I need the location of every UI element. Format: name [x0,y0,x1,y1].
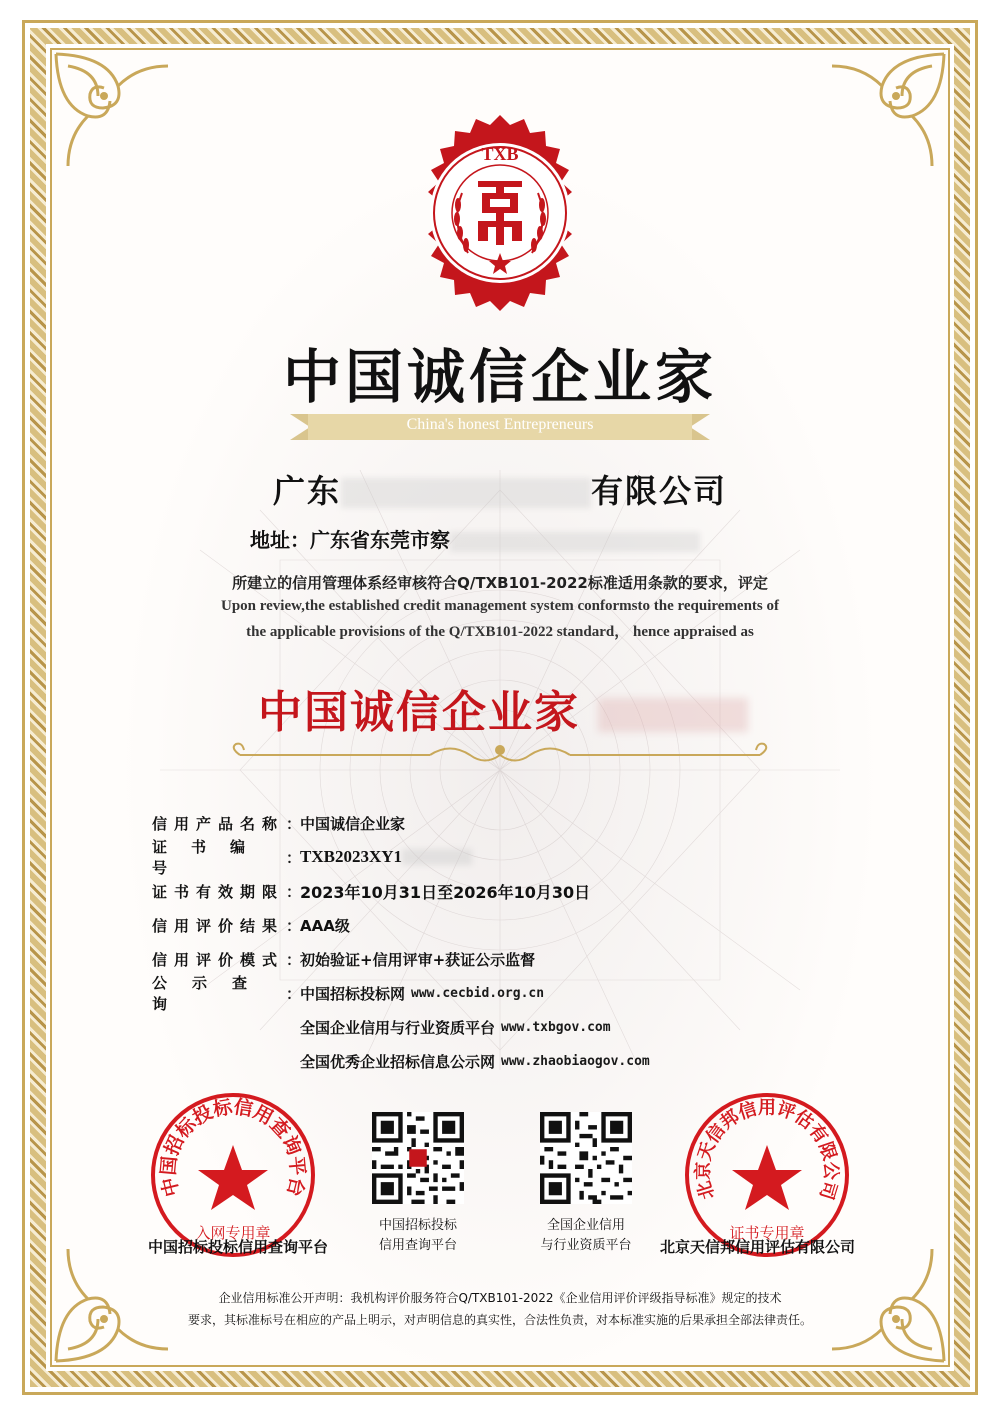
left-qr-caption-line1: 中国招标投标 [378,1218,457,1233]
declaration-cn: 所建立的信用管理体系经审核符合Q/TXB101-2022标准适用条款的要求，评定 [232,574,768,592]
left-qr-caption [348,1216,488,1256]
result-label: 信用评价结果 [152,916,285,935]
left-seal-bottom: 入网专用章 [195,1224,271,1242]
left-qr-caption-line2: 信用查询平台 [378,1238,457,1253]
platform-seal-icon [148,1090,318,1260]
query-site-url[interactable]: www.cecbid.org.cn [411,985,545,1001]
corner-ornament-icon [48,46,178,176]
cert-no-value: TXB2023XY1 [300,847,403,866]
company-seal-icon [682,1090,852,1260]
info-row-query-2 [152,1010,650,1044]
awarded-title-text: 中国诚信企业家 [258,687,580,738]
left-seal-ring-text: 中国招标投标信用查询平台 [157,1096,309,1199]
info-row-query-3 [152,1044,650,1078]
awarded-title-redaction [598,698,748,732]
declaration-en-line1: Upon review,the established credit management system conformsto the requirements of [221,598,779,614]
ornament-divider-icon [230,740,770,770]
qr-code-icon[interactable] [372,1112,464,1204]
footer-statement-line2: 要求，其标准标号在相应的产品上明示，对声明信息的真实性，合法性负责，对本标准实施的后果承担全部法律责任。 [187,1313,812,1327]
certificate-info [152,806,650,1078]
qr-code-icon[interactable] [540,1112,632,1204]
mode-value: 初始验证+信用评审+获证公示监督 [300,950,536,969]
query-site-url[interactable]: www.txbgov.com [501,1019,611,1035]
company-redaction [341,478,591,508]
result-value: AAA级 [300,916,350,935]
address-redaction [450,532,700,552]
declaration-en-line2: the applicable provisions of the Q/TXB101-2022 standard， hence appraised as [246,624,754,640]
product-value: 中国诚信企业家 [300,814,406,833]
left-seal-caption: 中国招标投标信用查询平台 [148,1238,329,1256]
product-label: 信用产品名称 [152,814,285,833]
info-row-result: 信用评价结果 ： AAA级 [152,916,350,935]
address-label: 地址： [250,528,310,552]
right-seal-ring-text: 北京天信邦信用评估有限公司 [692,1097,842,1202]
cert-no-label: 证书编号 [152,838,270,877]
query-site-name: 中国招标投标网 [300,984,406,1003]
address-value: 广东省东莞市察 [310,528,450,552]
footer-statement-line1: 企业信用标准公开声明：我机构评价服务符合Q/TXB101-2022《企业信用评价评级指导标准》规定的技术 [218,1291,782,1305]
corner-ornament-icon [822,46,952,176]
right-qr-caption-line2: 与行业资质平台 [540,1238,632,1253]
company-name [0,466,1000,512]
company-prefix: 广东 [272,472,341,510]
awarded-title [258,676,748,740]
validity-value: 2023年10月31日至2026年10月30日 [300,882,591,902]
company-address [250,524,700,553]
info-row-query: 公示查询 ： 中国招标投标网 www.cecbid.org.cn [152,974,545,1013]
query-label: 公示查询 [152,974,273,1013]
query-site-name: 全国优秀企业招标信息公示网 [300,1052,496,1071]
right-qr-caption [516,1216,656,1256]
right-seal-caption: 北京天信邦信用评估有限公司 [660,1238,856,1256]
query-site-url[interactable]: www.zhaobiaogov.com [501,1053,650,1069]
company-suffix: 有限公司 [591,472,728,510]
cert-no-redaction [402,849,472,865]
info-row-validity: 证书有效期限 ： 2023年10月31日至2026年10月30日 [152,874,650,908]
txb-emblem-icon [400,113,600,313]
right-qr-caption-line1: 全国企业信用 [546,1218,625,1233]
info-row-cert-no: 证书编号 ： TXB2023XY1 [152,840,650,874]
validity-label: 证书有效期限 [152,882,285,901]
query-site-name: 全国企业信用与行业资质平台 [300,1018,496,1037]
emblem-text: TXB [481,144,519,164]
info-row-product: 信用产品名称 ： 中国诚信企业家 [152,814,406,833]
certificate-title: 中国诚信企业家 [282,343,717,411]
mode-label: 信用评价模式 [152,950,285,969]
subtitle-en: China's honest Entrepreneurs [406,416,594,433]
right-seal-bottom: 证书专用章 [729,1224,805,1242]
info-row-mode: 信用评价模式 ： 初始验证+信用评审+获证公示监督 [152,950,536,969]
